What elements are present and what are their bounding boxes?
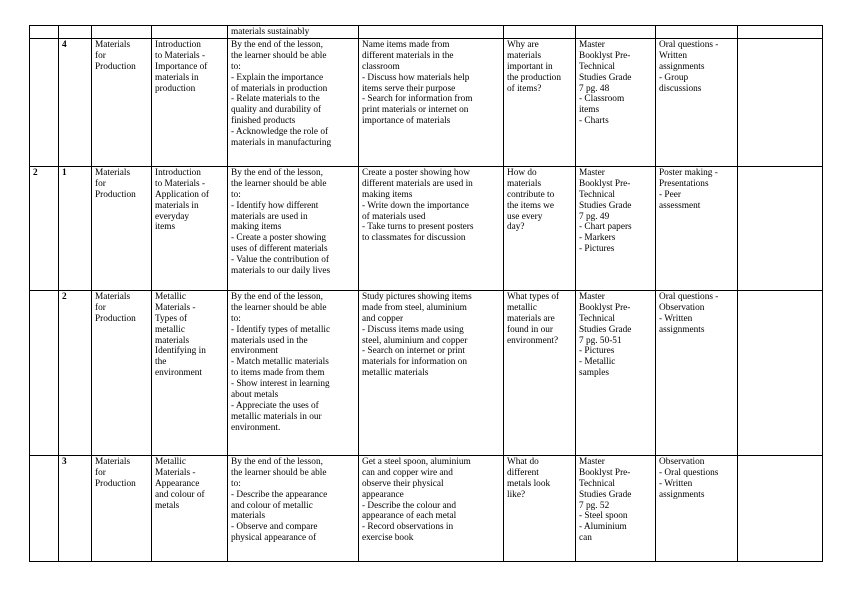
cell-line: the <box>155 357 167 368</box>
reflection-cell <box>738 38 823 166</box>
learning-resources-cell <box>576 290 656 455</box>
cell-line: What do <box>507 456 539 467</box>
cell-line: making items <box>362 189 413 200</box>
cell-line: assignments <box>659 61 705 72</box>
cell-line: Production <box>95 313 136 324</box>
cell-line: Master <box>579 291 605 302</box>
cell-line: items <box>155 222 176 233</box>
cell-line: - Steel spoon <box>579 511 628 522</box>
cell-line: metallic materials <box>362 368 429 379</box>
cell-line: materials in <box>155 200 199 211</box>
assessment-cell <box>656 166 738 290</box>
cell-line: made from steel, aluminium <box>362 302 467 313</box>
cell-line: to Materials - <box>155 178 206 189</box>
cell-line: environment? <box>507 335 559 346</box>
cell-line: the learner should be able <box>231 302 327 313</box>
cell-line: Master <box>579 167 605 178</box>
cell-line: By the end of the lesson, <box>231 39 323 50</box>
reflection-cell <box>738 455 823 561</box>
cell-line: - Identify types of metallic <box>231 324 331 335</box>
cell-line: metals look <box>507 478 551 489</box>
cell-line: - Pictures <box>579 244 615 255</box>
learning-resources-cell <box>576 166 656 290</box>
cell-line: making items <box>231 222 282 233</box>
learning-outcomes-cell <box>228 26 359 39</box>
sub-strand-cell <box>152 166 228 290</box>
cell-line: - Discuss how materials help <box>362 72 470 83</box>
cell-line: Introduction <box>155 167 201 178</box>
cell-line: can and copper wire and <box>362 467 453 478</box>
table-row <box>30 166 823 290</box>
lesson-cell: 1 <box>59 166 92 290</box>
cell-line: - Chart papers <box>579 222 632 233</box>
cell-line: different materials are used in <box>362 178 473 189</box>
learning-resources-cell <box>576 38 656 166</box>
week-cell: 2 <box>30 166 59 290</box>
cell-line: By the end of the lesson, <box>231 167 323 178</box>
cell-line: materials are used in <box>231 211 308 222</box>
cell-line: assignments <box>659 489 705 500</box>
cell-line: Materials <box>95 291 131 302</box>
cell-line: Observation <box>659 456 705 467</box>
cell-line: metallic <box>155 324 185 335</box>
cell-line: uses of different materials <box>231 244 328 255</box>
cell-line: Booklyst Pre- <box>579 302 631 313</box>
cell-line: materials to our daily lives <box>231 266 331 277</box>
cell-line: of materials used <box>362 211 426 222</box>
cell-line: assessment <box>659 200 701 211</box>
assessment-cell <box>656 455 738 561</box>
cell-line: - Markers <box>579 233 616 244</box>
cell-line: Name items made from <box>362 39 450 50</box>
cell-line: materials for information on <box>362 357 468 368</box>
cell-line: the production <box>507 72 561 83</box>
cell-line: to: <box>231 189 241 200</box>
learning-outcomes-cell <box>228 455 359 561</box>
cell-line: Oral questions - <box>659 291 719 302</box>
cell-line: 7 pg. 50-51 <box>579 335 622 346</box>
cell-line: Poster making - <box>659 167 718 178</box>
cell-line: Production <box>95 478 136 489</box>
cell-line: for <box>95 302 106 313</box>
cell-line: materials <box>155 335 190 346</box>
cell-line: to: <box>231 61 241 72</box>
cell-line: How do <box>507 167 537 178</box>
assessment-cell <box>656 38 738 166</box>
cell-line: - Describe the colour and <box>362 500 456 511</box>
week-cell <box>30 38 59 166</box>
cell-line: By the end of the lesson, <box>231 456 323 467</box>
cell-line: - Peer <box>659 189 681 200</box>
cell-line: exercise book <box>362 533 414 544</box>
cell-line: Presentations <box>659 178 709 189</box>
cell-line: to items made from them <box>231 368 325 379</box>
cell-line: metallic materials in our <box>231 411 322 422</box>
cell-line: appearance <box>362 489 404 500</box>
cell-line: - Classroom <box>579 94 625 105</box>
cell-line: Written <box>659 50 688 61</box>
cell-line: Why are <box>507 39 539 50</box>
sub-strand-cell <box>152 26 228 39</box>
cell-line: day? <box>507 222 525 233</box>
cell-line: - Write down the importance <box>362 200 469 211</box>
cell-line: Booklyst Pre- <box>579 467 631 478</box>
cell-line: - Search for information from <box>362 94 473 105</box>
cell-line: found in our <box>507 324 553 335</box>
cell-line: materials in manufacturing <box>231 138 332 149</box>
strand-cell <box>92 166 152 290</box>
cell-line: Create a poster showing how <box>362 167 470 178</box>
cell-line: Application of <box>155 189 209 200</box>
cell-line: Booklyst Pre- <box>579 50 631 61</box>
cell-line: environment. <box>231 422 281 433</box>
sub-strand-cell <box>152 38 228 166</box>
strand-cell <box>92 26 152 39</box>
cell-line: Technical <box>579 313 615 324</box>
cell-line: - Show interest in learning <box>231 379 330 390</box>
cell-line: Metallic <box>155 291 186 302</box>
cell-line: metals <box>155 500 180 511</box>
cell-line: the learner should be able <box>231 467 327 478</box>
cell-line: Master <box>579 39 605 50</box>
cell-line: - Written <box>659 313 693 324</box>
cell-line: Technical <box>579 189 615 200</box>
table-row <box>30 455 823 561</box>
cell-line: materials <box>507 50 542 61</box>
cell-line: Materials <box>95 456 131 467</box>
cell-line: Studies Grade <box>579 72 632 83</box>
cell-line: Metallic <box>155 456 186 467</box>
scheme-of-work-table <box>29 25 823 562</box>
cell-line: to: <box>231 478 241 489</box>
cell-line: the items we <box>507 200 554 211</box>
reflection-cell <box>738 290 823 455</box>
cell-line: items serve their purpose <box>362 83 456 94</box>
key-inquiry-question-cell <box>504 26 576 39</box>
cell-line: Technical <box>579 61 615 72</box>
cell-line: - Written <box>659 478 693 489</box>
cell-line: materials <box>231 511 266 522</box>
cell-line: about metals <box>231 390 279 401</box>
cell-line: Observation <box>659 302 705 313</box>
cell-line: important in <box>507 61 553 72</box>
cell-line: materials are <box>507 313 555 324</box>
cell-line: use every <box>507 211 543 222</box>
cell-line: - Oral questions <box>659 467 719 478</box>
table-body <box>30 26 823 562</box>
cell-line: quality and durability of <box>231 105 322 116</box>
cell-line: 7 pg. 49 <box>579 211 610 222</box>
sub-strand-cell <box>152 290 228 455</box>
sub-strand-cell <box>152 455 228 561</box>
cell-line: Identifying in <box>155 346 206 357</box>
cell-line: - Value the contribution of <box>231 255 329 266</box>
cell-line: Oral questions - <box>659 39 719 50</box>
cell-line: - Aluminium <box>579 522 627 533</box>
week-cell <box>30 290 59 455</box>
cell-line: Appearance <box>155 478 200 489</box>
cell-line: Materials - <box>155 467 196 478</box>
reflection-cell <box>738 166 823 290</box>
cell-line: finished products <box>231 116 296 127</box>
cell-line: for <box>95 178 106 189</box>
lesson-cell: 2 <box>59 290 92 455</box>
cell-line: Introduction <box>155 39 201 50</box>
cell-line: - Group <box>659 72 689 83</box>
cell-line: for <box>95 467 106 478</box>
cell-line: for <box>95 50 106 61</box>
assessment-cell <box>656 290 738 455</box>
cell-line: - Appreciate the uses of <box>231 400 319 411</box>
cell-line: production <box>155 83 196 94</box>
cell-line: Get a steel spoon, aluminium <box>362 456 471 467</box>
cell-line: - Take turns to present posters <box>362 222 474 233</box>
lesson-cell: 3 <box>59 455 92 561</box>
cell-line: - Search on internet or print <box>362 346 466 357</box>
cell-line: - Metallic <box>579 357 616 368</box>
learning-outcomes-cell <box>228 166 359 290</box>
cell-line: Importance of <box>155 61 208 72</box>
learning-experiences-cell <box>359 166 504 290</box>
cell-line: contribute to <box>507 189 555 200</box>
week-cell <box>30 26 59 39</box>
cell-line: Materials - <box>155 302 196 313</box>
table-row <box>30 290 823 455</box>
cell-line: environment <box>155 368 202 379</box>
cell-line: and copper <box>362 313 404 324</box>
cell-line: Production <box>95 189 136 200</box>
cell-line: the learner should be able <box>231 178 327 189</box>
cell-line: different <box>507 467 539 478</box>
cell-line: - Create a poster showing <box>231 233 327 244</box>
cell-line: physical appearance of <box>231 533 317 544</box>
cell-line: materials sustainably <box>231 27 310 37</box>
strand-cell <box>92 290 152 455</box>
cell-line: environment <box>231 346 278 357</box>
cell-line: - Relate materials to the <box>231 94 320 105</box>
learning-resources-cell <box>576 26 656 39</box>
cell-line: Booklyst Pre- <box>579 178 631 189</box>
cell-line: observe their physical <box>362 478 444 489</box>
reflection-cell <box>738 26 823 39</box>
cell-line: different materials in the <box>362 50 454 61</box>
cell-line: of items? <box>507 83 542 94</box>
cell-line: - Observe and compare <box>231 522 318 533</box>
cell-line: 7 pg. 52 <box>579 500 610 511</box>
cell-line: samples <box>579 368 609 379</box>
cell-line: materials in <box>155 72 199 83</box>
learning-outcomes-cell <box>228 290 359 455</box>
table-row <box>30 38 823 166</box>
cell-line: everyday <box>155 211 190 222</box>
cell-line: of materials in production <box>231 83 328 94</box>
cell-line: appearance of each metal <box>362 511 457 522</box>
cell-line: Studies Grade <box>579 324 632 335</box>
learning-resources-cell <box>576 455 656 561</box>
cell-line: Study pictures showing items <box>362 291 472 302</box>
cell-line: to classmates for discussion <box>362 233 466 244</box>
lesson-cell: 4 <box>59 38 92 166</box>
learning-experiences-cell <box>359 26 504 39</box>
cell-line: 7 pg. 48 <box>579 83 610 94</box>
cell-line: items <box>579 105 600 116</box>
cell-line: and colour of metallic <box>231 500 313 511</box>
week-cell <box>30 455 59 561</box>
learning-experiences-cell <box>359 38 504 166</box>
cell-line: - Acknowledge the role of <box>231 127 329 138</box>
cell-line: and colour of <box>155 489 205 500</box>
cell-line: - Discuss items made using <box>362 324 464 335</box>
cell-line: Studies Grade <box>579 200 632 211</box>
lesson-cell <box>59 26 92 39</box>
cell-line: assignments <box>659 324 705 335</box>
cell-line: discussions <box>659 83 702 94</box>
cell-line: By the end of the lesson, <box>231 291 323 302</box>
key-inquiry-question-cell <box>504 455 576 561</box>
cell-line: importance of materials <box>362 116 451 127</box>
cell-line: Production <box>95 61 136 72</box>
cell-line: Technical <box>579 478 615 489</box>
cell-line: - Pictures <box>579 346 615 357</box>
cell-line: the learner should be able <box>231 50 327 61</box>
cell-line: Materials <box>95 39 131 50</box>
cell-line: - Describe the appearance <box>231 489 328 500</box>
key-inquiry-question-cell <box>504 166 576 290</box>
cell-line: Master <box>579 456 605 467</box>
cell-line: Types of <box>155 313 188 324</box>
cell-line: - Explain the importance <box>231 72 324 83</box>
cell-line: - Charts <box>579 116 609 127</box>
cell-line: like? <box>507 489 526 500</box>
cell-line: materials <box>507 178 542 189</box>
key-inquiry-question-cell <box>504 290 576 455</box>
cell-line: What types of <box>507 291 560 302</box>
cell-line: to Materials - <box>155 50 206 61</box>
key-inquiry-question-cell <box>504 38 576 166</box>
assessment-cell <box>656 26 738 39</box>
cell-line: - Record observations in <box>362 522 454 533</box>
cell-line: print materials or internet on <box>362 105 469 116</box>
cell-line: materials used in the <box>231 335 308 346</box>
table-row <box>30 26 823 39</box>
cell-line: Studies Grade <box>579 489 632 500</box>
learning-outcomes-cell <box>228 38 359 166</box>
cell-line: can <box>579 533 592 544</box>
strand-cell <box>92 455 152 561</box>
cell-line: metallic <box>507 302 537 313</box>
cell-line: Materials <box>95 167 131 178</box>
cell-line: classroom <box>362 61 400 72</box>
cell-line: steel, aluminium and copper <box>362 335 468 346</box>
strand-cell <box>92 38 152 166</box>
cell-line: to: <box>231 313 241 324</box>
learning-experiences-cell <box>359 455 504 561</box>
cell-line: - Match metallic materials <box>231 357 329 368</box>
learning-experiences-cell <box>359 290 504 455</box>
cell-line: - Identify how different <box>231 200 319 211</box>
